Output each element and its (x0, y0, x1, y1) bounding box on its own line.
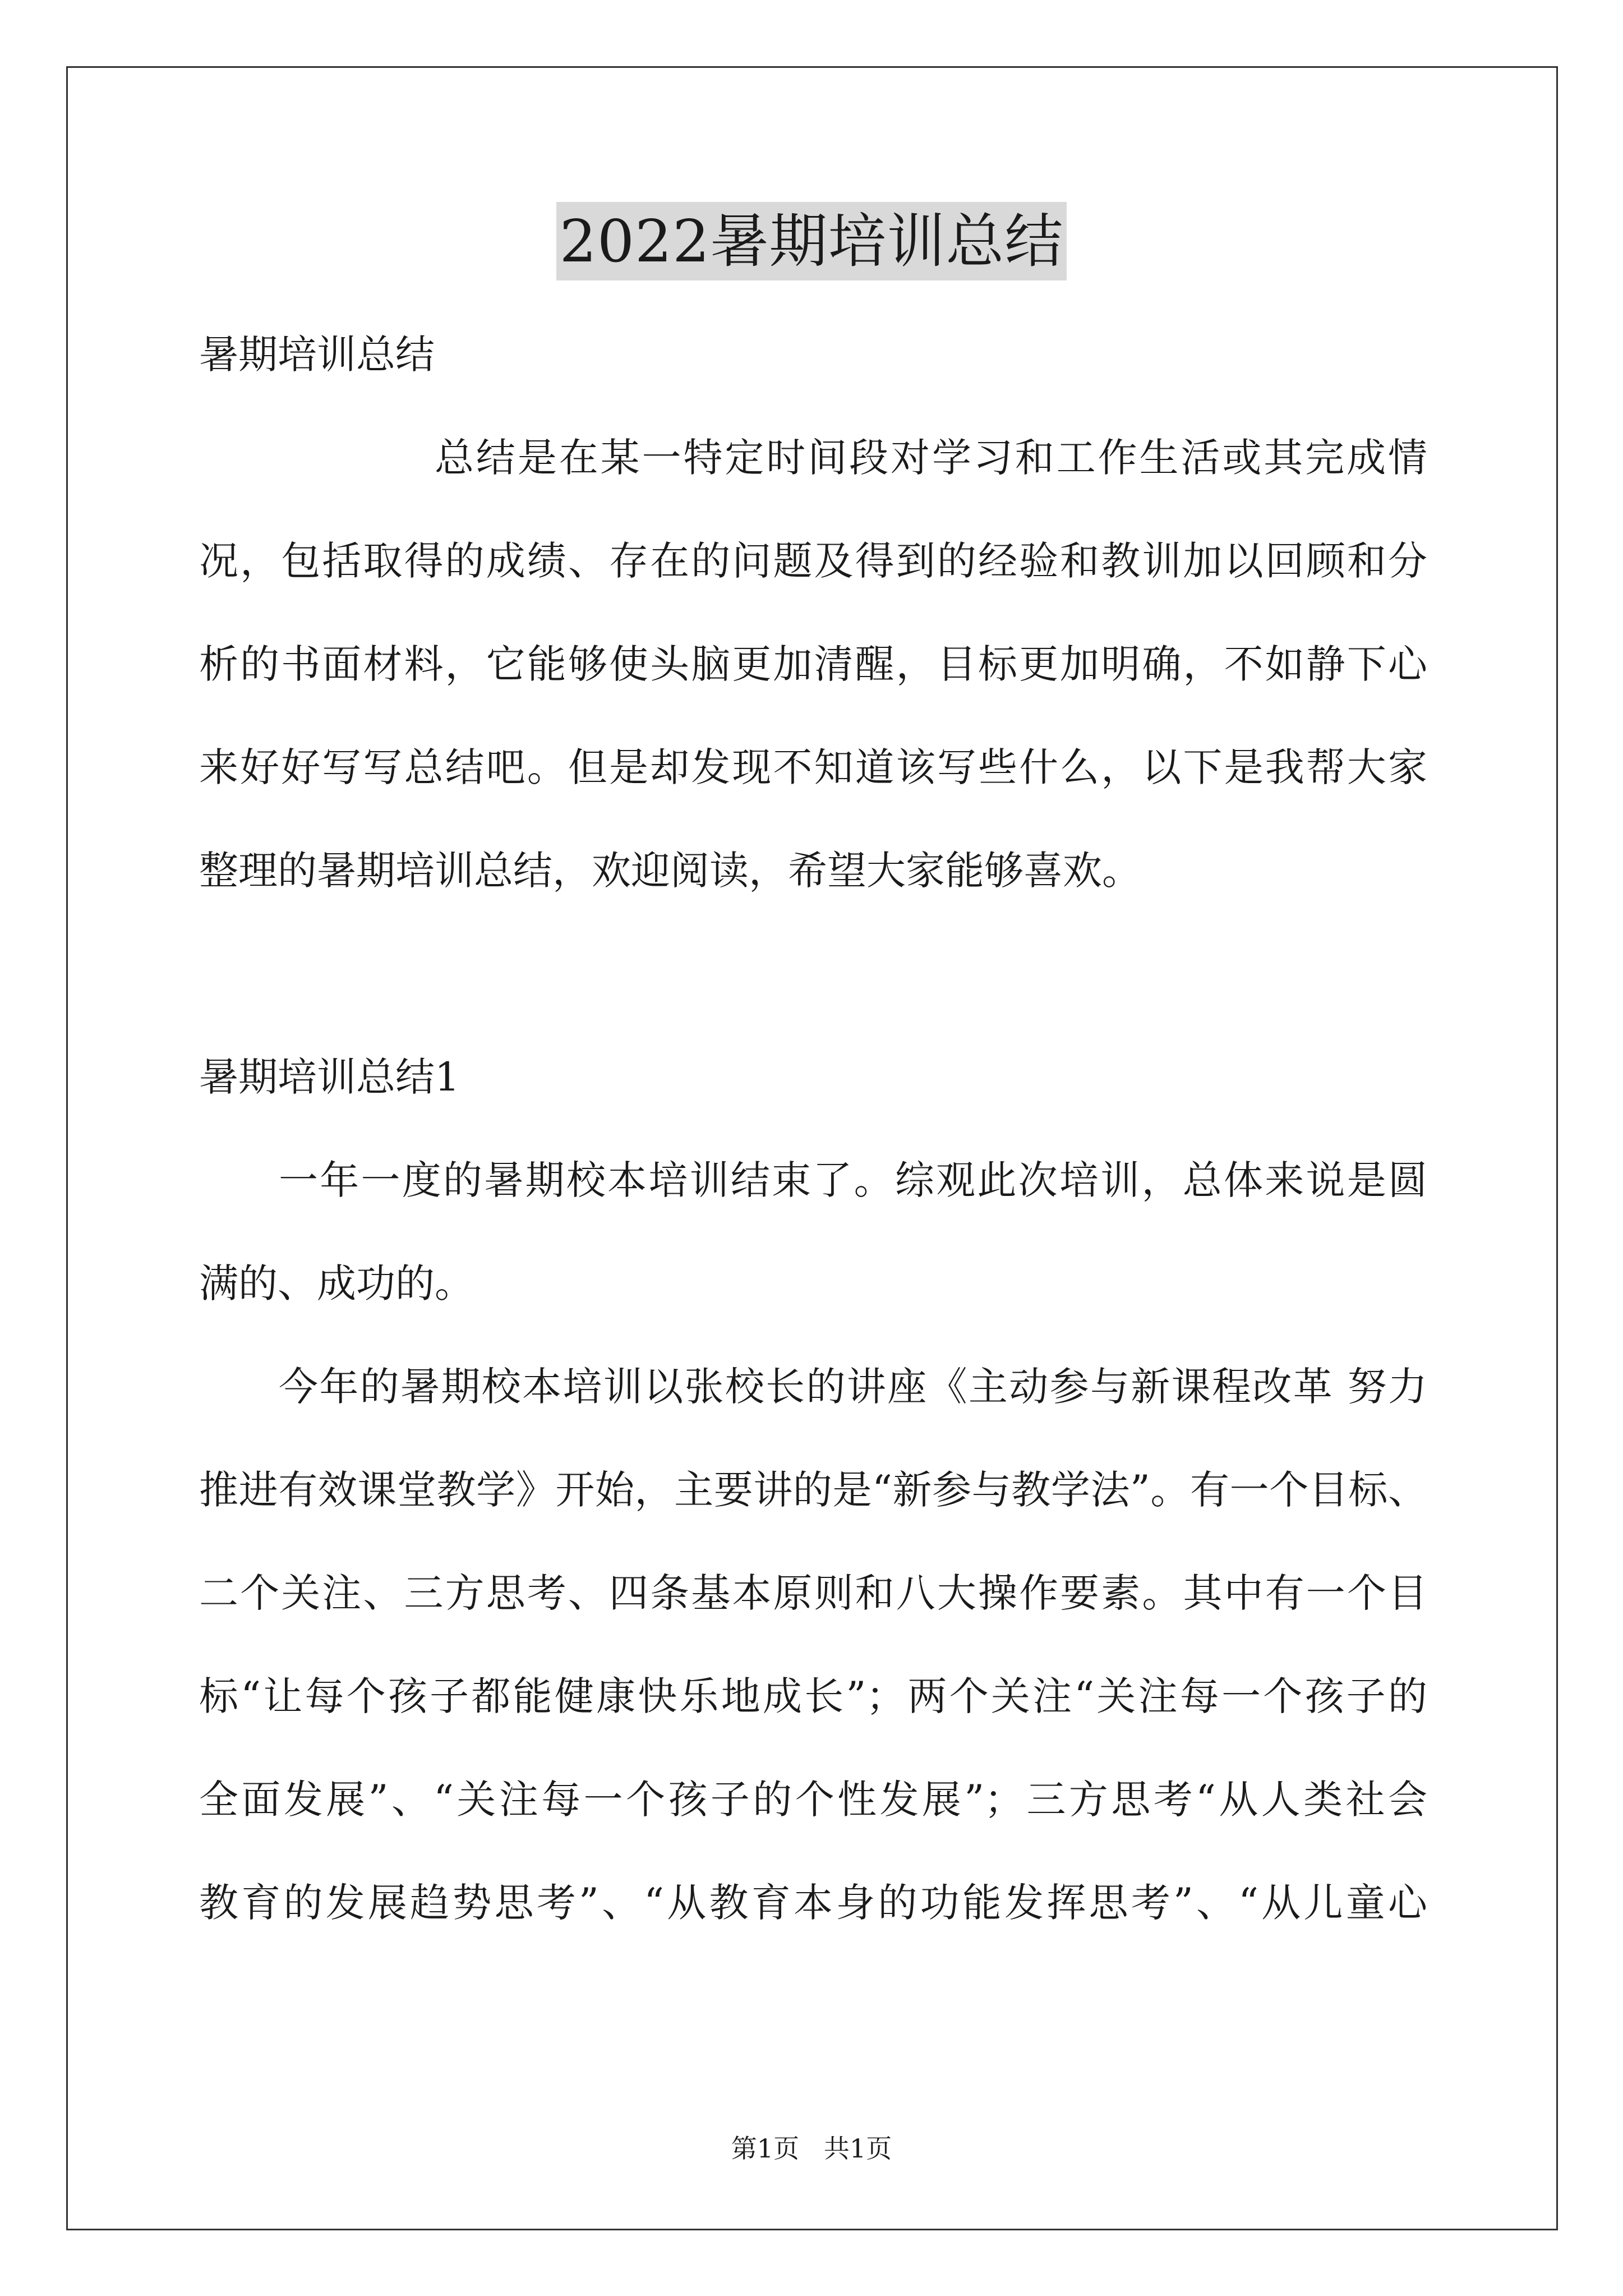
blank-line (199, 922, 1427, 1025)
paragraph-line: 教育的发展趋势思考”、“从教育本身的功能发挥思考”、“从儿童心 (199, 1880, 1427, 1926)
title-wrapper (0, 202, 1623, 280)
paragraph-line: 总结是在某一特定时间段对学习和工作生活或其完成情 (435, 435, 1427, 481)
paragraph-line: 况，包括取得的成绩、存在的问题及得到的经验和教训加以回顾和分 (199, 538, 1427, 584)
section1-paragraph-1 (199, 1129, 1427, 1335)
paragraph-line: 整理的暑期培训总结，欢迎阅读，希望大家能够喜欢。 (199, 848, 1141, 894)
paragraph-line: 来好好写写总结吧。但是却发现不知道该写些什么，以下是我帮大家 (199, 744, 1427, 790)
paragraph-line: 推进有效课堂教学》开始，主要讲的是“新参与教学法”。有一个目标、 (199, 1467, 1427, 1513)
intro-paragraph (199, 406, 1427, 922)
paragraph-line: 今年的暑期校本培训以张校长的讲座《主动参与新课程改革 努力 (279, 1364, 1427, 1410)
page-footer: 第1页 共1页 (731, 2133, 892, 2164)
section1-heading: 暑期培训总结1 (199, 1054, 460, 1100)
paragraph-line: 二个关注、三方思考、四条基本原则和八大操作要素。其中有一个目 (199, 1570, 1427, 1616)
paragraph-line: 满的、成功的。 (199, 1260, 474, 1306)
paragraph-line: 一年一度的暑期校本培训结束了。综观此次培训，总体来说是圆 (279, 1157, 1427, 1203)
paragraph-line: 标“让每个孩子都能健康快乐地成长”；两个关注“关注每一个孩子的 (199, 1673, 1427, 1719)
paragraph-line: 全面发展”、“关注每一个孩子的个性发展”；三方思考“从人类社会 (199, 1777, 1427, 1823)
document-body (199, 303, 1427, 1954)
paragraph-line: 析的书面材料，它能够使头脑更加清醒，目标更加明确，不如静下心 (199, 641, 1427, 687)
document-title: 2022暑期培训总结 (556, 202, 1067, 280)
intro-heading: 暑期培训总结 (199, 332, 435, 378)
section1-paragraph-2 (199, 1335, 1427, 1954)
